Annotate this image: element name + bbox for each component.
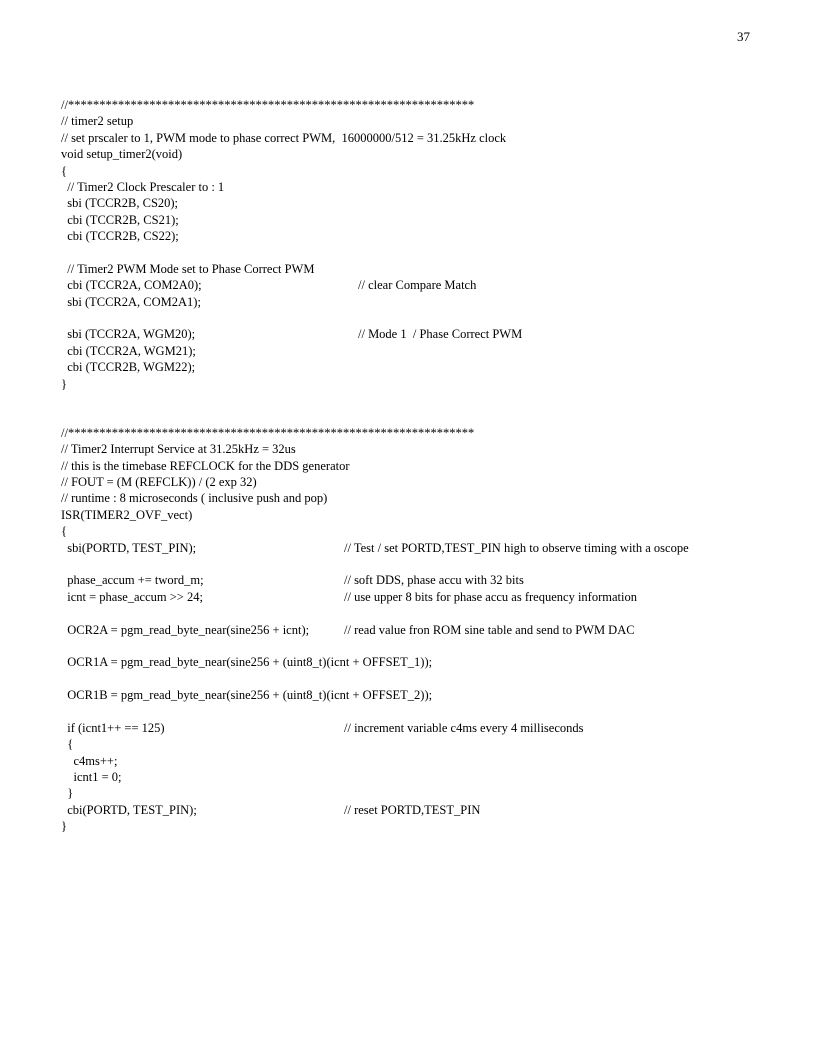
code-text: // FOUT = (M (REFCLK)) / (2 exp 32) xyxy=(61,474,257,489)
code-text: phase_accum += tword_m; xyxy=(61,573,204,588)
code-text: cbi(PORTD, TEST_PIN); xyxy=(61,802,197,817)
code-text: icnt = phase_accum >> 24; xyxy=(61,589,203,604)
code-text: cbi (TCCR2A, COM2A0); xyxy=(61,278,202,293)
code-line xyxy=(61,408,761,424)
code-text: } xyxy=(61,819,67,834)
code-line xyxy=(61,605,761,621)
code-line xyxy=(61,818,761,834)
code-text: OCR2A = pgm_read_byte_near(sine256 + icnt); xyxy=(61,622,310,637)
inline-comment: // read value fron ROM sine table and send to PWM DAC xyxy=(344,622,635,637)
code-line xyxy=(61,212,761,228)
code-line xyxy=(61,294,761,310)
code-line xyxy=(61,474,761,490)
inline-comment: // clear Compare Match xyxy=(358,278,477,293)
code-line xyxy=(61,97,761,113)
code-text: OCR1A = pgm_read_byte_near(sine256 + (uint8_t)(icnt + OFFSET_1)); xyxy=(61,655,433,670)
code-line xyxy=(61,589,761,605)
code-text: // Timer2 PWM Mode set to Phase Correct PWM xyxy=(61,261,315,276)
code-line xyxy=(61,376,761,392)
code-line xyxy=(61,572,761,588)
code-line xyxy=(61,490,761,506)
code-listing xyxy=(61,97,761,835)
code-text: // timer2 setup xyxy=(61,114,134,129)
code-line xyxy=(61,441,761,457)
code-line xyxy=(61,736,761,752)
code-line xyxy=(61,802,761,818)
code-line xyxy=(61,785,761,801)
code-line xyxy=(61,392,761,408)
code-line xyxy=(61,146,761,162)
inline-comment: // increment variable c4ms every 4 milliseconds xyxy=(344,720,584,735)
code-line xyxy=(61,343,761,359)
code-text: { xyxy=(61,737,74,752)
code-text: sbi (TCCR2B, CS20); xyxy=(61,196,179,211)
code-text: cbi (TCCR2B, CS22); xyxy=(61,229,179,244)
code-line xyxy=(61,228,761,244)
code-text: //***************************************************************** xyxy=(61,98,475,112)
code-line xyxy=(61,261,761,277)
code-text: //***************************************************************** xyxy=(61,425,475,440)
code-text: { xyxy=(61,163,67,178)
code-text: void setup_timer2(void) xyxy=(61,147,183,162)
code-text: cbi (TCCR2B, CS21); xyxy=(61,212,179,227)
code-line xyxy=(61,622,761,638)
code-text: } xyxy=(61,376,67,391)
code-line xyxy=(61,720,761,736)
inline-comment: // use upper 8 bits for phase accu as frequency information xyxy=(344,589,637,604)
code-line xyxy=(61,310,761,326)
code-line xyxy=(61,425,761,441)
code-line xyxy=(61,507,761,523)
code-line xyxy=(61,359,761,375)
code-line xyxy=(61,753,761,769)
code-line xyxy=(61,130,761,146)
code-line xyxy=(61,195,761,211)
code-text: c4ms++; xyxy=(61,753,118,768)
code-text: sbi(PORTD, TEST_PIN); xyxy=(61,540,197,555)
code-text: cbi (TCCR2A, WGM21); xyxy=(61,343,196,358)
code-line xyxy=(61,556,761,572)
code-text: { xyxy=(61,524,67,539)
inline-comment: // soft DDS, phase accu with 32 bits xyxy=(344,573,524,588)
code-text: ISR(TIMER2_OVF_vect) xyxy=(61,507,193,522)
code-line xyxy=(61,163,761,179)
page-number: 37 xyxy=(737,29,750,44)
code-text: // this is the timebase REFCLOCK for the DDS generator xyxy=(61,458,350,473)
code-text: OCR1B = pgm_read_byte_near(sine256 + (uint8_t)(icnt + OFFSET_2)); xyxy=(61,688,433,703)
code-line xyxy=(61,638,761,654)
code-line xyxy=(61,540,761,556)
code-line xyxy=(61,523,761,539)
code-line xyxy=(61,179,761,195)
code-line xyxy=(61,277,761,293)
code-line xyxy=(61,769,761,785)
code-line xyxy=(61,113,761,129)
code-text: icnt1 = 0; xyxy=(61,770,122,785)
inline-comment: // Test / set PORTD,TEST_PIN high to observe timing with a oscope xyxy=(344,540,689,555)
code-line xyxy=(61,326,761,342)
inline-comment: // reset PORTD,TEST_PIN xyxy=(344,802,481,817)
inline-comment: // Mode 1 / Phase Correct PWM xyxy=(358,327,523,342)
code-line xyxy=(61,458,761,474)
code-line xyxy=(61,654,761,670)
code-line xyxy=(61,687,761,703)
code-text: sbi (TCCR2A, COM2A1); xyxy=(61,294,201,309)
code-text: sbi (TCCR2A, WGM20); xyxy=(61,327,196,342)
code-text: // Timer2 Clock Prescaler to : 1 xyxy=(61,179,225,194)
code-line xyxy=(61,245,761,261)
code-text: cbi (TCCR2B, WGM22); xyxy=(61,360,196,375)
code-text: // Timer2 Interrupt Service at 31.25kHz = 32us xyxy=(61,442,296,457)
code-text: if (icnt1++ == 125) xyxy=(61,720,165,735)
code-line xyxy=(61,671,761,687)
code-text: } xyxy=(61,786,74,801)
code-text: // runtime : 8 microseconds ( inclusive push and pop) xyxy=(61,491,328,506)
code-text: // set prscaler to 1, PWM mode to phase correct PWM, 16000000/512 = 31.25kHz clock xyxy=(61,130,507,145)
code-line xyxy=(61,703,761,719)
